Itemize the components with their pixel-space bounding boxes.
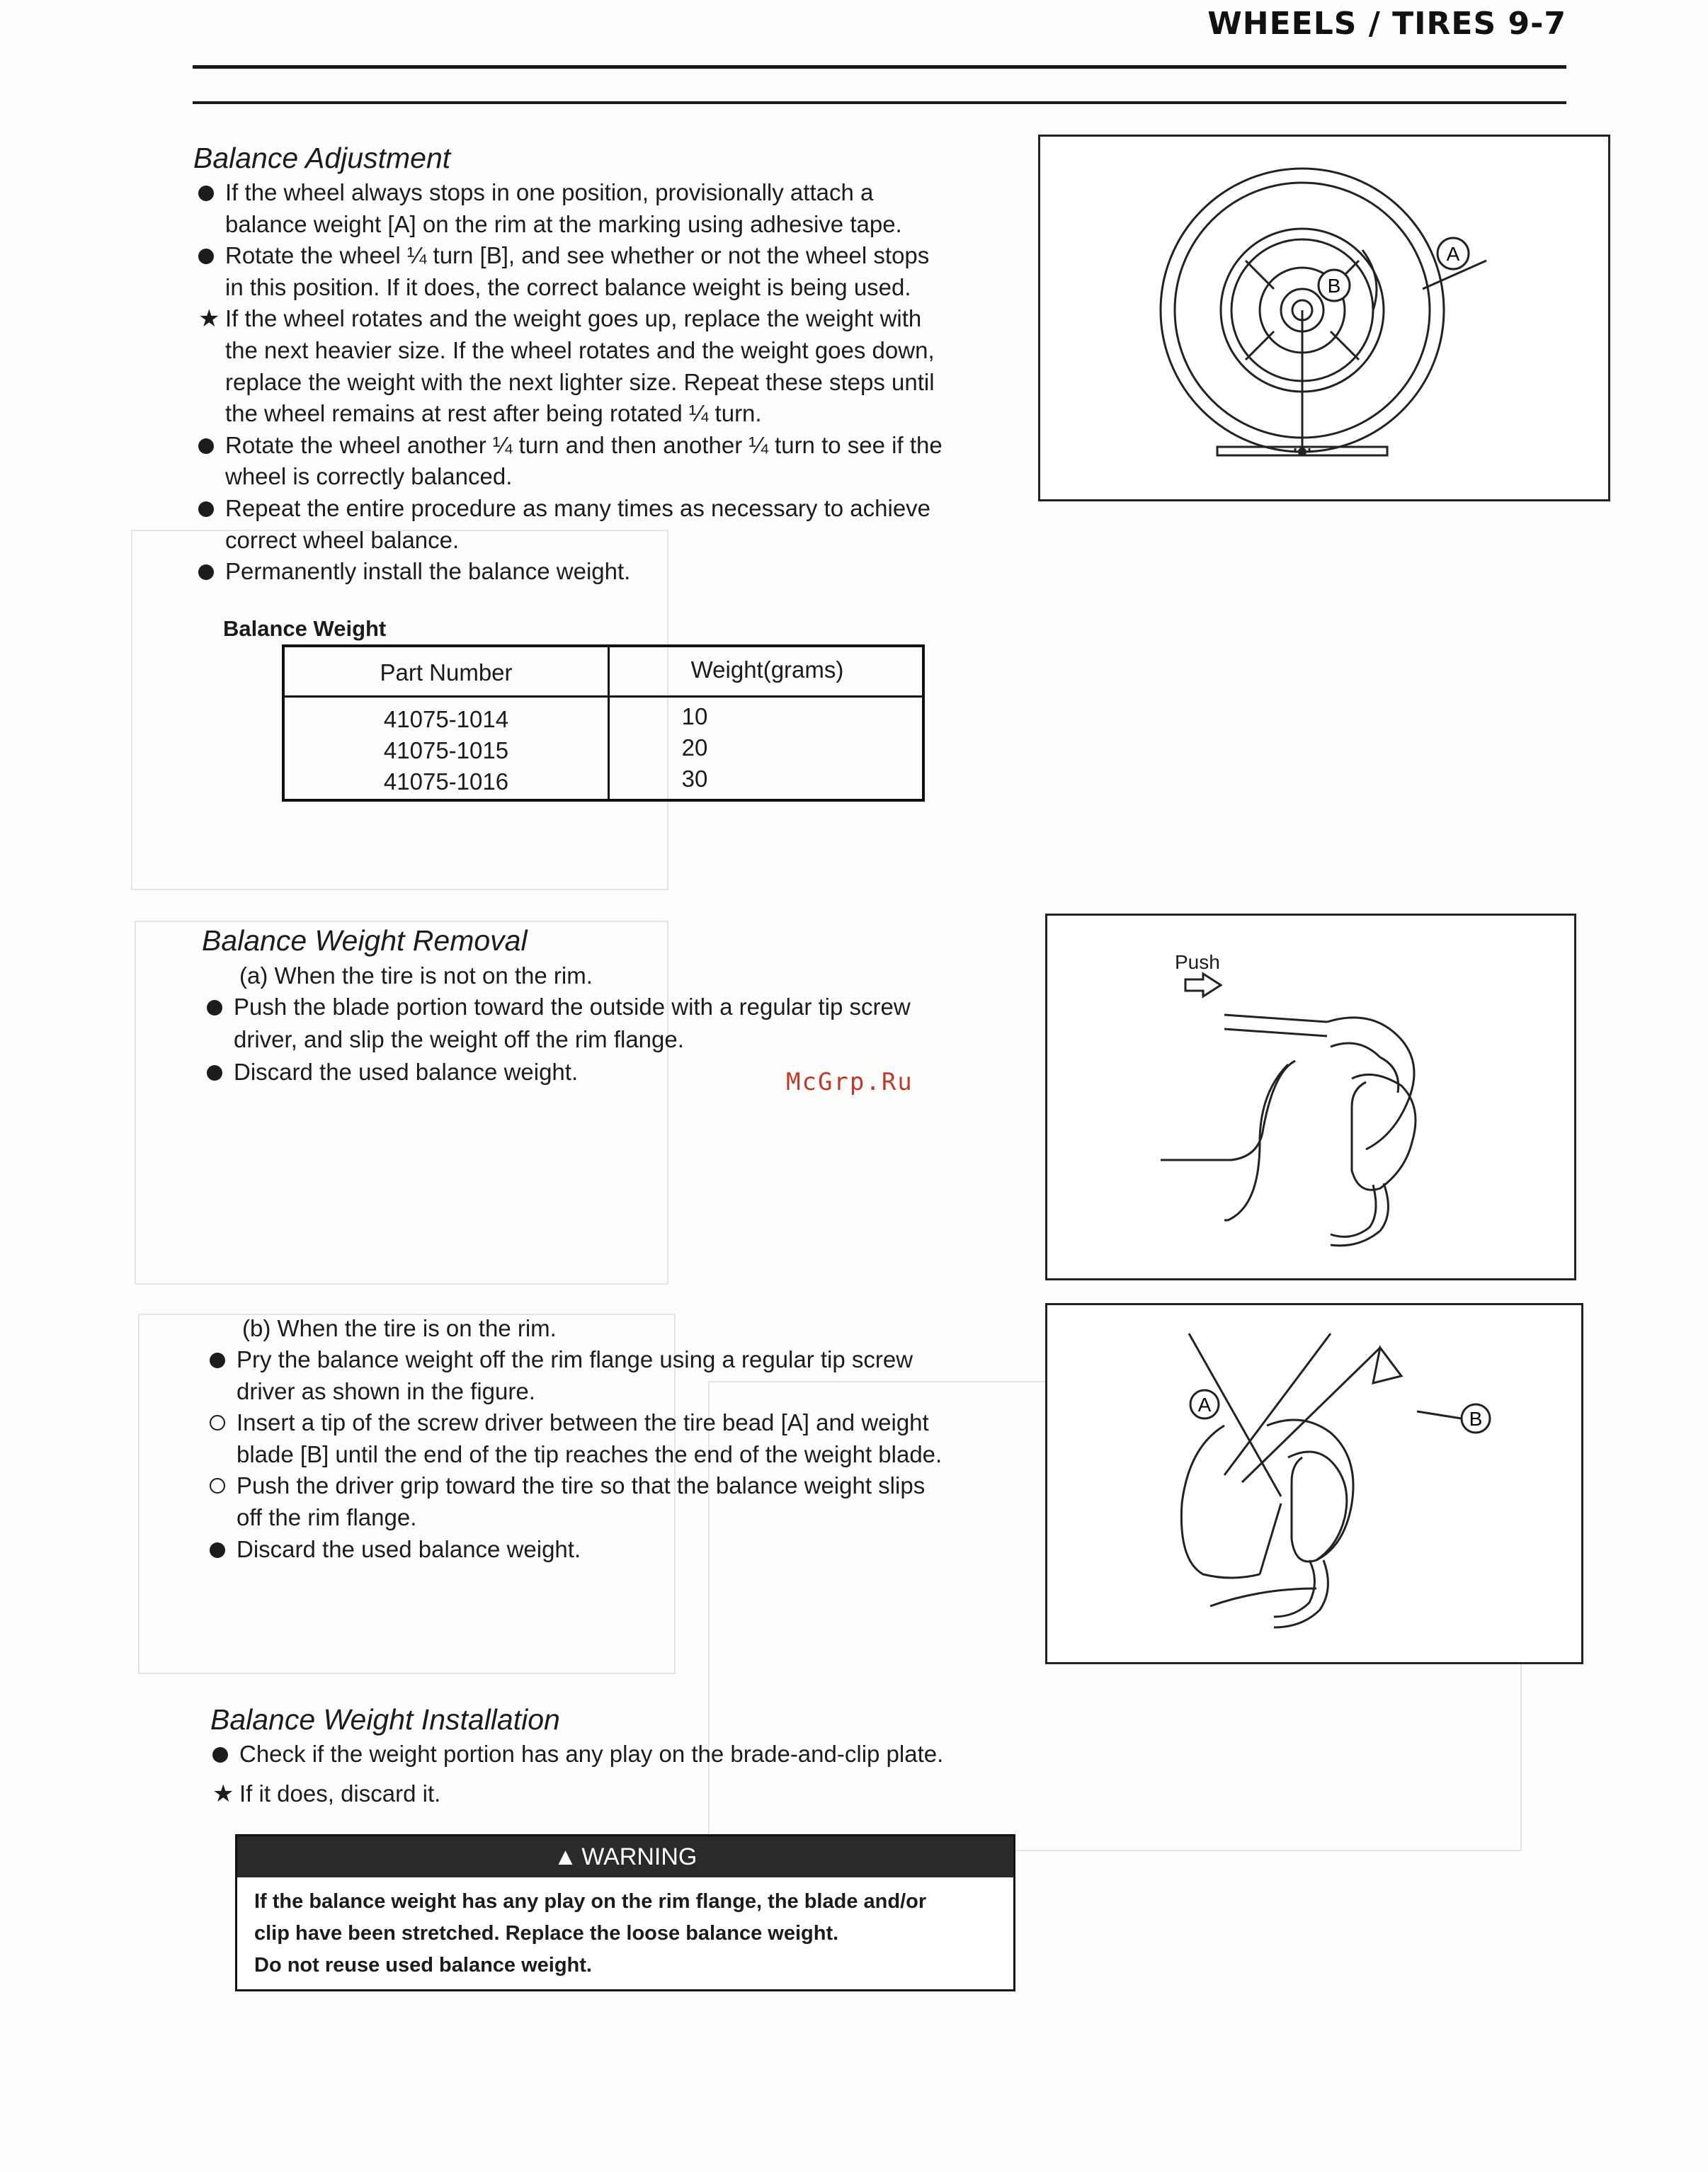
- figure1-label-a: A: [1446, 243, 1460, 265]
- section-title-balance-adjustment: Balance Adjustment: [193, 142, 451, 174]
- step-line: [207, 1024, 684, 1055]
- step-text: replace the weight with the next lighter size. Repeat these steps until: [225, 368, 935, 395]
- section-title-balance-weight-installation: Balance Weight Installation: [210, 1703, 560, 1736]
- step-text: in this position. If it does, the correct balance weight is being used.: [225, 273, 911, 300]
- bullet-dot-icon: [198, 430, 225, 461]
- step-line: [198, 556, 630, 587]
- step-line: [207, 991, 911, 1023]
- step-text: balance weight [A] on the rim at the marking using adhesive tape.: [225, 210, 902, 237]
- step-text: Push the driver grip toward the tire so that the balance weight slips: [237, 1472, 926, 1499]
- bullet-dot-icon: [207, 991, 234, 1023]
- step-line: [198, 461, 512, 492]
- wheel-balance-figure: [1038, 135, 1610, 501]
- section-title-balance-weight-removal: Balance Weight Removal: [202, 924, 528, 957]
- step-line: [198, 177, 873, 208]
- step-line: [212, 1778, 440, 1809]
- step-text: If the wheel rotates and the weight goes up, replace the weight with: [225, 305, 922, 332]
- step-text: Check if the weight portion has any play on the brade-and-clip plate.: [239, 1741, 944, 1767]
- removal-subcase-b: (b) When the tire is on the rim.: [242, 1315, 557, 1341]
- step-text: Insert a tip of the screw driver between the tire bead [A] and weight: [237, 1409, 929, 1436]
- step-text: Push the blade portion toward the outside with a regular tip screw: [234, 994, 911, 1020]
- table-cell-part: 41075-1016: [383, 768, 509, 795]
- step-line: [210, 1344, 913, 1375]
- bullet-dot-icon: [198, 493, 225, 524]
- step-line: [210, 1439, 942, 1470]
- step-text: the next heavier size. If the wheel rotates and the weight goes down,: [225, 337, 935, 363]
- table-cell-part: 41075-1014: [383, 706, 509, 732]
- bullet-circle-icon: [210, 1470, 237, 1501]
- step-text: the wheel remains at rest after being rotated ¼ turn.: [225, 400, 762, 427]
- step-text: If the wheel always stops in one position, provisionally attach a: [225, 179, 874, 205]
- step-line: [198, 430, 943, 461]
- warning-line: If the balance weight has any play on the rim flange, the blade and/or: [254, 1890, 927, 1913]
- step-line: [210, 1534, 581, 1565]
- step-line: [198, 303, 921, 334]
- pry-weight-figure: [1045, 1303, 1583, 1664]
- watermark: McGrp.Ru: [786, 1068, 913, 1096]
- step-line: [212, 1739, 943, 1770]
- step-line: [210, 1470, 925, 1501]
- bullet-dot-icon: [210, 1534, 237, 1565]
- figure1-label-b: B: [1327, 275, 1341, 297]
- bullet-dot-icon: [198, 556, 225, 587]
- table-cell-part: 41075-1015: [383, 737, 509, 763]
- push-blade-figure: [1045, 914, 1576, 1280]
- bullet-star-icon: ★: [212, 1780, 234, 1807]
- step-text: driver, and slip the weight off the rim flange.: [234, 1026, 684, 1052]
- step-text: Discard the used balance weight.: [234, 1059, 579, 1085]
- warning-label: WARNING: [581, 1843, 698, 1870]
- step-text: If it does, discard it.: [239, 1780, 441, 1807]
- warning-header: [237, 1836, 1013, 1877]
- bullet-star-icon: ★: [198, 305, 220, 333]
- removal-subcase-a: (a) When the tire is not on the rim.: [239, 962, 593, 989]
- table-cell-weight: 30: [681, 766, 708, 792]
- table-header-weight: Weight(grams): [690, 656, 844, 683]
- step-text: blade [B] until the end of the tip reaches the end of the weight blade.: [237, 1440, 943, 1467]
- header-rule: [193, 65, 1566, 69]
- table-header-part-number: Part Number: [380, 659, 513, 686]
- page-header-title: WHEELS / TIRES 9-7: [1207, 6, 1566, 42]
- step-line: [198, 493, 930, 524]
- step-text: correct wheel balance.: [225, 526, 460, 553]
- step-text: Pry the balance weight off the rim flange using a regular tip screw: [237, 1346, 913, 1372]
- step-line: [198, 209, 902, 240]
- step-line: [198, 240, 929, 271]
- header-rule-lower: [193, 101, 1566, 104]
- step-line: [198, 367, 935, 398]
- warning-line: clip have been stretched. Replace the loose balance weight.: [254, 1922, 839, 1945]
- table-cell-weight: 20: [681, 734, 708, 761]
- step-text: Permanently install the balance weight.: [225, 558, 631, 585]
- bullet-dot-icon: [198, 177, 225, 208]
- step-line: [210, 1376, 535, 1407]
- step-line: [210, 1502, 416, 1533]
- step-line: [207, 1057, 578, 1088]
- bullet-circle-icon: [210, 1407, 237, 1438]
- step-text: driver as shown in the figure.: [237, 1377, 535, 1404]
- warning-box: [235, 1834, 1015, 1991]
- warning-text: [254, 1886, 926, 1981]
- bullet-dot-icon: [207, 1057, 234, 1088]
- wheel-balance-drawing: [1040, 137, 1612, 504]
- table-cell-weight: 10: [681, 703, 708, 729]
- bullet-dot-icon: [198, 240, 225, 271]
- bullet-dot-icon: [212, 1739, 239, 1770]
- step-text: wheel is correctly balanced.: [225, 463, 513, 490]
- step-line: [198, 335, 935, 366]
- step-line: [210, 1407, 929, 1438]
- step-line: [198, 398, 762, 429]
- figure2-push-label: Push: [1175, 951, 1220, 973]
- step-text: Rotate the wheel another ¼ turn and then another ¼ turn to see if the: [225, 431, 943, 458]
- step-text: Rotate the wheel ¼ turn [B], and see whether or not the wheel stops: [225, 242, 930, 269]
- pry-weight-drawing: [1047, 1305, 1585, 1666]
- step-text: off the rim flange.: [237, 1504, 417, 1530]
- figure3-label-a: A: [1197, 1394, 1212, 1416]
- balance-weight-table: [282, 644, 925, 802]
- bullet-dot-icon: [210, 1344, 237, 1375]
- push-blade-drawing: [1047, 916, 1578, 1283]
- table-header-divider: [285, 695, 922, 698]
- step-line: [198, 525, 459, 556]
- figure3-label-b: B: [1469, 1408, 1483, 1430]
- warning-triangle-icon: ▲: [553, 1843, 578, 1870]
- step-line: [198, 272, 911, 303]
- step-text: Repeat the entire procedure as many times as necessary to achieve: [225, 495, 931, 521]
- warning-line: Do not reuse used balance weight.: [254, 1954, 592, 1977]
- balance-weight-table-title: Balance Weight: [223, 616, 387, 641]
- step-text: Discard the used balance weight.: [237, 1535, 581, 1562]
